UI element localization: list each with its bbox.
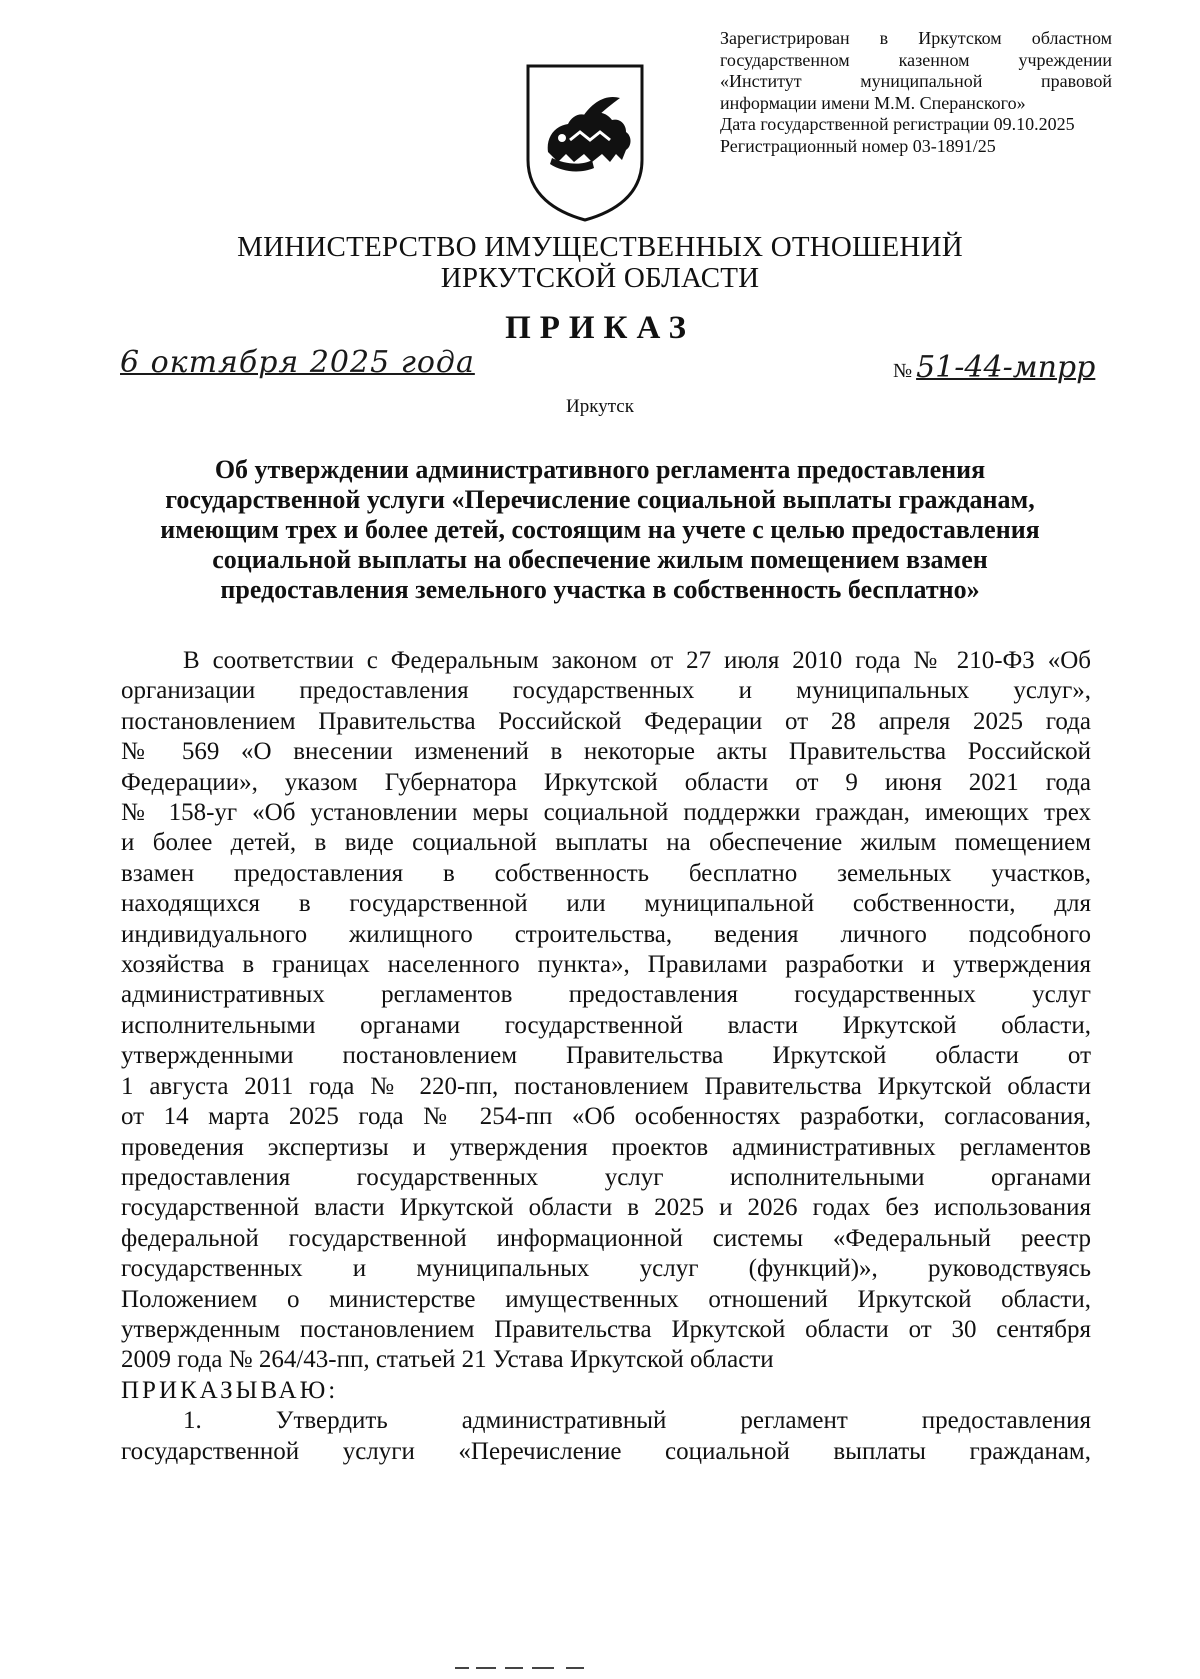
- body-line: В соответствии с Федеральным законом от 27 июля 2010 года № 210-ФЗ «Об: [183, 647, 1091, 674]
- body-line: административных регламентов предоставления государственных услуг: [121, 981, 1091, 1009]
- body-line: организации предоставления государственных и муниципальных услуг»,: [121, 677, 1091, 705]
- body-line: Положением о министерстве имущественных отношений Иркутской области,: [121, 1285, 1091, 1313]
- order-title: [130, 455, 1070, 605]
- handwritten-number: 51-44-мпрр: [916, 350, 1096, 385]
- body-line: предоставления государственных услуг исполнительными органами: [121, 1163, 1091, 1191]
- body-line: № 569 «О внесении изменений в некоторые акты Правительства Российской: [121, 738, 1091, 766]
- scan-artifact: [566, 1667, 584, 1669]
- body-line: постановлением Правительства Российской Федерации от 28 апреля 2025 года: [121, 707, 1091, 735]
- body-line: исполнительными органами государственной власти Иркутской области,: [121, 1011, 1091, 1039]
- scan-artifact: [505, 1667, 523, 1669]
- body-line: взамен предоставления в собственность бесплатно земельных участков,: [121, 859, 1091, 887]
- ministry-name: [180, 232, 1020, 294]
- scan-artifact: [476, 1667, 496, 1669]
- order-word: ПРИКАЗЫВАЮ:: [121, 1376, 339, 1404]
- handwritten-date: 6 октября 2025 года: [120, 345, 475, 380]
- document-type-heading: ПРИКАЗ: [505, 310, 695, 346]
- scan-artifact: [455, 1667, 469, 1669]
- registration-line: Зарегистрирован в Иркутском областном: [720, 28, 1112, 48]
- item-1-line: государственной услуги «Перечисление социальной выплаты гражданам,: [121, 1437, 1091, 1465]
- title-line: социальной выплаты на обеспечение жилым помещением взамен: [212, 545, 988, 574]
- body-line: утвержденным постановлением Правительства Иркутской области от 30 сентября: [121, 1315, 1091, 1343]
- title-line: предоставления земельного участка в собственность бесплатно»: [220, 575, 980, 604]
- title-line: государственной услуги «Перечисление социальной выплаты гражданам,: [165, 485, 1035, 514]
- registration-line: информации имени М.М. Сперанского»: [720, 92, 1026, 113]
- body-line: находящихся в государственной или муниципальной собственности, для: [121, 890, 1091, 918]
- body-line: утвержденными постановлением Правительства Иркутской области от: [121, 1042, 1091, 1070]
- body-line: Федерации», указом Губернатора Иркутской области от 9 июня 2021 года: [121, 768, 1091, 796]
- body-line: индивидуального жилищного строительства, ведения личного подсобного: [121, 920, 1091, 948]
- title-line: имеющим трех и более детей, состоящим на учете с целью предоставления: [160, 515, 1040, 544]
- body-line: и более детей, в виде социальной выплаты на обеспечение жилым помещением: [121, 829, 1091, 857]
- body-line: федеральной государственной информационной системы «Федеральный реестр: [121, 1224, 1091, 1252]
- ministry-line: МИНИСТЕРСТВО ИМУЩЕСТВЕННЫХ ОТНОШЕНИЙ: [237, 231, 963, 263]
- body-line: государственных и муниципальных услуг (функций)», руководствуясь: [121, 1255, 1091, 1283]
- body-line: 1 августа 2011 года № 220-пп, постановлением Правительства Иркутской области: [121, 1072, 1091, 1100]
- body-line: 2009 года № 264/43-пп, статьей 21 Устава Иркутской области: [121, 1346, 774, 1374]
- title-line: Об утверждении административного регламента предоставления: [214, 455, 986, 484]
- body-line: от 14 марта 2025 года № 254-пп «Об особенностях разработки, согласования,: [121, 1103, 1091, 1131]
- body-line: хозяйства в границах населенного пункта», Правилами разработки и утверждения: [121, 951, 1091, 979]
- body-line: № 158-уг «Об установлении меры социальной поддержки граждан, имеющих трех: [121, 799, 1091, 827]
- ministry-region-line: ИРКУТСКОЙ ОБЛАСТИ: [440, 262, 760, 294]
- body-line: государственной власти Иркутской области в 2025 и 2026 годах без использования: [121, 1194, 1091, 1222]
- coat-of-arms-icon: [522, 60, 648, 226]
- registration-line: Регистрационный номер 03-1891/25: [720, 135, 996, 156]
- city-name: Иркутск: [566, 396, 634, 417]
- scan-artifact: [532, 1667, 554, 1669]
- registration-line: государственном казенном учреждении: [720, 49, 1112, 70]
- order-number: [893, 350, 1095, 385]
- number-sign: №: [893, 360, 913, 382]
- order-body: [121, 646, 1091, 1467]
- registration-line: Дата государственной регистрации 09.10.2025: [720, 114, 1075, 135]
- registration-stamp: [720, 28, 1112, 158]
- registration-line: «Институт муниципальной правовой: [720, 71, 1112, 92]
- item-1-line: 1. Утвердить административный регламент предоставления: [183, 1407, 1091, 1435]
- body-line: проведения экспертизы и утверждения проектов административных регламентов: [121, 1133, 1091, 1161]
